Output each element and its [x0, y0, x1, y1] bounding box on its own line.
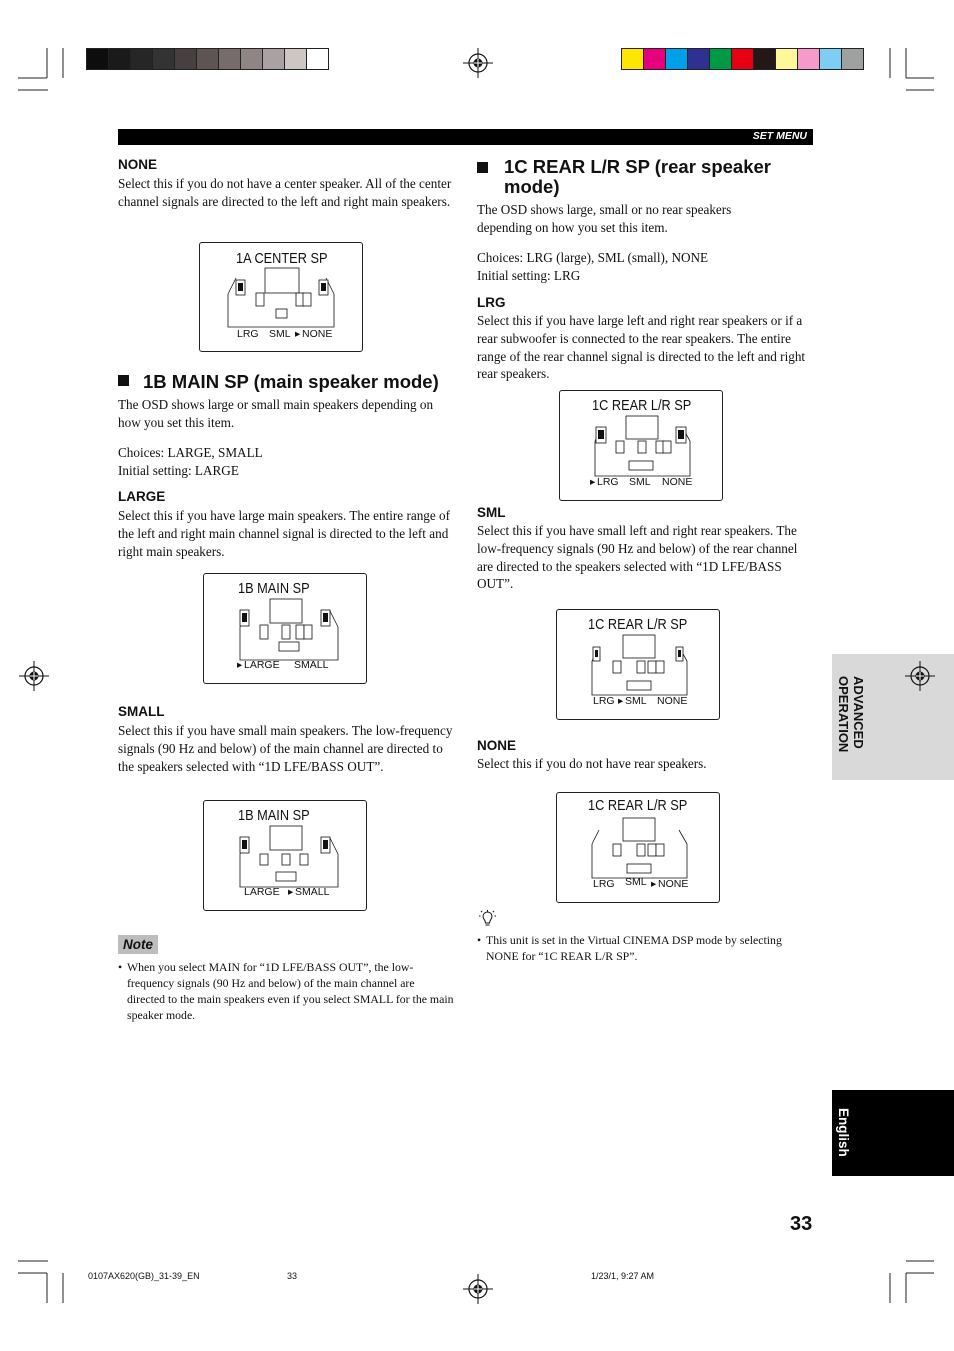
osd-main-sp-small: [203, 800, 367, 911]
side-tab-label: ADVANCED OPERATION: [836, 676, 866, 753]
osd-cursor-icon: ▸: [651, 878, 657, 890]
side-tab-advanced-operation: [832, 654, 954, 780]
osd-option-lrg: LRG: [237, 328, 259, 340]
color-swatch: [819, 49, 841, 69]
large-heading: LARGE: [118, 489, 166, 504]
color-swatch: [240, 49, 262, 69]
tip-text: This unit is set in the Virtual CINEMA DSP mode by selecting NONE for “1C REAR L/R SP”.: [486, 933, 782, 963]
small-heading: SMALL: [118, 704, 165, 719]
footer-page: 33: [287, 1271, 298, 1281]
none-paragraph: Select this if you do not have a center speaker. All of the center channel signals are directed to the left and right main speakers.: [118, 176, 452, 209]
rear-sp-intro: The OSD shows large, small or no rear speakers depending on how you set this item.: [477, 202, 732, 235]
osd-option-sml: SML: [629, 476, 651, 488]
osd-cursor-icon: ▸: [590, 476, 596, 488]
small-paragraph: Select this if you have small main speakers. The low-frequency signals (90 Hz and below) of the main channel are directed to the speakers selected with “1D LFE/BASS OUT”.: [118, 723, 453, 774]
osd-title: 1B MAIN SP: [238, 808, 310, 824]
osd-option-lrg: LRG: [593, 878, 615, 890]
registration-mark-right: [905, 661, 935, 691]
osd-option-small: SMALL: [295, 886, 330, 898]
rear-sp-initial: Initial setting: LRG: [477, 268, 581, 283]
osd-rear-sp-lrg: [559, 390, 723, 501]
osd-option-small: SMALL: [294, 659, 329, 671]
registration-mark-left: [19, 661, 49, 691]
color-swatch: [87, 49, 108, 69]
grayscale-color-bar: [86, 48, 329, 70]
square-bullet-icon: [118, 375, 129, 386]
color-swatch: [643, 49, 665, 69]
osd-option-sml: SML: [269, 328, 291, 340]
color-swatch: [841, 49, 863, 69]
note-bullet: •: [118, 960, 123, 974]
note-text: When you select MAIN for “1D LFE/BASS OUT”, the low-frequency signals (90 Hz and below) of the main channel are directed to the main speakers even if you select SMALL for the main speaker mode.: [127, 960, 454, 1022]
color-swatch: [665, 49, 687, 69]
square-bullet-icon: [477, 162, 488, 173]
main-sp-choices: Choices: LARGE, SMALL: [118, 445, 263, 460]
osd-title: 1B MAIN SP: [238, 581, 310, 597]
main-sp-intro: The OSD shows large or small main speakers depending on how you set this item.: [118, 397, 434, 430]
section-label: SET MENU: [752, 130, 807, 142]
osd-cursor-icon: ▸: [237, 659, 243, 671]
color-swatch: [262, 49, 284, 69]
osd-cursor-icon: ▸: [618, 695, 624, 707]
osd-option-none: NONE: [662, 476, 693, 488]
osd-cursor-icon: ▸: [288, 886, 294, 898]
none-heading: NONE: [118, 157, 158, 172]
color-swatch: [196, 49, 218, 69]
osd-title: 1C REAR L/R SP: [588, 798, 688, 814]
lightbulb-icon: [478, 910, 500, 928]
color-swatch: [622, 49, 643, 69]
osd-title: 1A CENTER SP: [236, 251, 328, 267]
tip-bullet: •: [477, 933, 482, 947]
osd-title: 1C REAR L/R SP: [592, 398, 692, 414]
osd-option-sml: SML: [625, 876, 647, 888]
lrg-paragraph: Select this if you have large left and right rear speakers or if a rear subwoofer is connected to the rear speakers. The entire range of the rear channel signal is directed to the left and right rear speakers.: [477, 313, 806, 382]
side-tab-english: [832, 1090, 954, 1176]
color-swatch: [797, 49, 819, 69]
language-label: English: [836, 1108, 851, 1157]
note-label: Note: [118, 935, 158, 954]
color-swatch: [775, 49, 797, 69]
osd-rear-sp-none: [556, 792, 720, 903]
color-swatch: [687, 49, 709, 69]
footer-file: 0107AX620(GB)_31-39_EN: [88, 1271, 200, 1281]
color-swatch: [174, 49, 196, 69]
heading-1c-rear-sp: 1C REAR L/R SP (rear speaker mode): [477, 157, 807, 197]
registration-mark-top: [463, 48, 493, 78]
osd-option-sml: SML: [625, 695, 647, 707]
footer-date: 1/23/1, 9:27 AM: [591, 1271, 655, 1281]
osd-option-lrg: LRG: [593, 695, 615, 707]
color-swatch: [753, 49, 775, 69]
osd-center-sp: [199, 242, 363, 352]
color-swatch: [731, 49, 753, 69]
color-swatch: [108, 49, 130, 69]
rear-none-paragraph: Select this if you do not have rear speakers.: [477, 756, 707, 771]
color-swatch: [218, 49, 240, 69]
osd-option-large: LARGE: [244, 886, 280, 898]
color-swatch: [130, 49, 152, 69]
registration-mark-bottom: [463, 1274, 493, 1304]
process-color-bar: [621, 48, 864, 70]
osd-option-lrg: LRG: [597, 476, 619, 488]
osd-option-none: NONE: [658, 878, 689, 890]
large-paragraph: Select this if you have large main speakers. The entire range of the left and right main channel signal is directed to the left and right main speakers.: [118, 508, 451, 559]
header-bar: [118, 129, 813, 145]
color-swatch: [152, 49, 174, 69]
osd-main-sp-large: [203, 573, 367, 684]
heading-1b-main-sp: 1B MAIN SP (main speaker mode): [118, 372, 439, 392]
color-swatch: [284, 49, 306, 69]
page-number: 33: [790, 1213, 813, 1235]
color-swatch: [306, 49, 328, 69]
sml-paragraph: Select this if you have small left and right rear speakers. The low-frequency signals (90 Hz and below) of the rear channel are directed to the speakers selected with “1D LFE/BASS OUT”.: [477, 523, 798, 592]
rear-sp-choices: Choices: LRG (large), SML (small), NONE: [477, 250, 709, 265]
sml-heading: SML: [477, 505, 506, 520]
osd-option-large: LARGE: [244, 659, 280, 671]
osd-cursor-icon: ▸: [295, 328, 301, 340]
color-swatch: [709, 49, 731, 69]
lrg-heading: LRG: [477, 295, 506, 310]
rear-none-heading: NONE: [477, 738, 517, 753]
osd-title: 1C REAR L/R SP: [588, 617, 688, 633]
main-sp-initial: Initial setting: LARGE: [118, 463, 239, 478]
osd-option-none: NONE: [302, 328, 333, 340]
osd-rear-sp-sml: [556, 609, 720, 720]
osd-option-none: NONE: [657, 695, 688, 707]
